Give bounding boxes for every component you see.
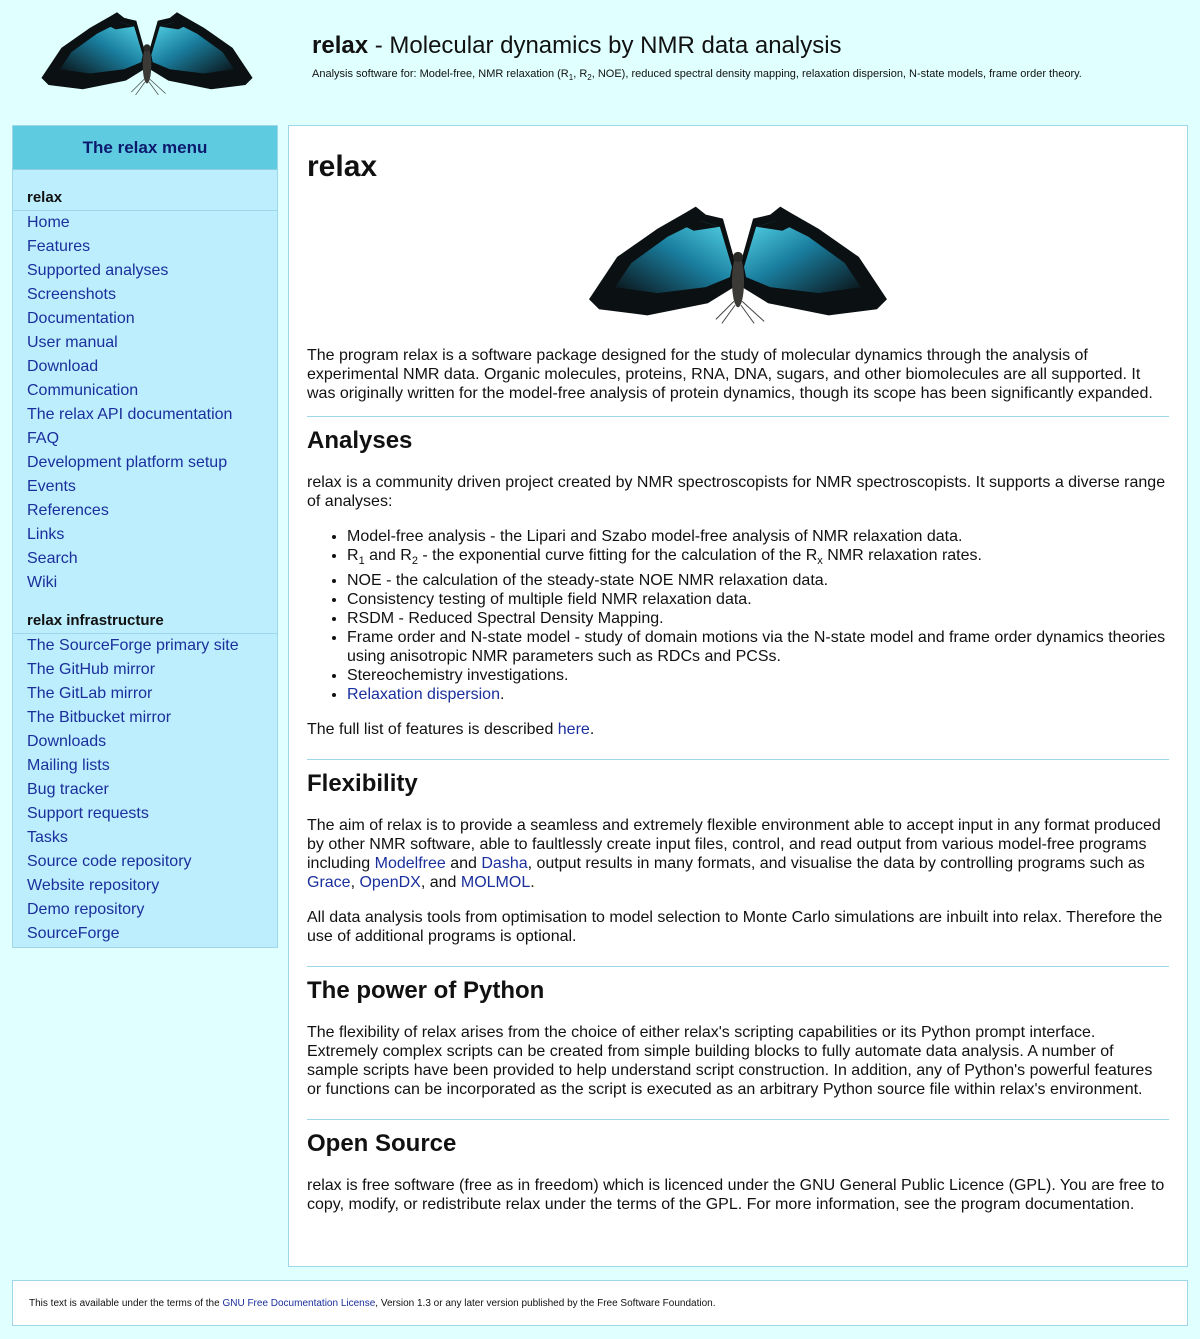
list-item: • NOE - the calculation of the steady-state NOE NMR relaxation data. <box>347 571 1169 590</box>
subtitle-sub-2: 2 <box>587 73 592 83</box>
text-fragment: . <box>589 721 595 739</box>
sidebar-item[interactable] <box>13 547 277 571</box>
sidebar-section-relax <box>13 188 277 595</box>
grace-link[interactable]: Grace <box>307 874 351 892</box>
sidebar-item-link[interactable]: Tasks <box>27 829 68 846</box>
open-source-paragraph: relax is free software (free as in freedom) which is licenced under the GNU General Public Licence (GPL). You are free to copy, modify, or redistribute relax under the terms of the GPL. For more information, see the program documentation. <box>307 1177 1165 1214</box>
page-footer <box>12 1280 1188 1326</box>
sidebar-item[interactable] <box>13 850 277 874</box>
sidebar-section-infrastructure <box>13 611 277 946</box>
footer-text: This text is available under the terms of the <box>29 1298 223 1309</box>
sidebar-item[interactable] <box>13 778 277 802</box>
sidebar-item[interactable] <box>13 754 277 778</box>
text-fragment: . <box>499 686 505 704</box>
section-heading-open-source: Open Source <box>307 1130 457 1158</box>
sidebar-item[interactable] <box>13 379 277 403</box>
sidebar-item[interactable] <box>13 898 277 922</box>
divider <box>307 1119 1169 1120</box>
dasha-link[interactable]: Dasha <box>481 855 528 873</box>
text-fragment: R <box>347 547 359 564</box>
sidebar-item[interactable] <box>13 658 277 682</box>
sidebar-item[interactable] <box>13 634 277 658</box>
text-fragment: , output results in many formats, and visualise the data by controlling programs such as <box>527 855 1145 873</box>
footer-text: , Version 1.3 or any later version published by the Free Software Foundation. <box>375 1298 716 1309</box>
sidebar-item-link[interactable]: Supported analyses <box>27 262 169 279</box>
sidebar-item-link[interactable]: Screenshots <box>27 286 116 303</box>
sidebar-item[interactable] <box>13 826 277 850</box>
divider <box>307 759 1169 760</box>
sidebar-item[interactable] <box>13 499 277 523</box>
molmol-link[interactable]: MOLMOL <box>460 874 531 892</box>
site-title-rest: - Molecular dynamics by NMR data analysis <box>368 32 842 59</box>
subtitle-text-b: , R <box>573 68 588 80</box>
intro-paragraph: The program relax is a software package designed for the study of molecular dynamics through the analysis of experimental NMR data. Organic molecules, proteins, RNA, DNA, sugars, and other biomolecules are all supported. It was originally written for the model-free analysis of protein dynamics, though its scope has been significantly expanded. <box>307 347 1153 402</box>
site-title-bold: relax <box>312 32 369 59</box>
sidebar-item[interactable] <box>13 235 277 259</box>
sidebar-item[interactable] <box>13 874 277 898</box>
divider <box>307 966 1169 967</box>
sidebar-item[interactable] <box>13 706 277 730</box>
sidebar-list <box>13 634 277 946</box>
relaxation-dispersion-link[interactable]: Relaxation dispersion <box>347 686 500 704</box>
flexibility-paragraph <box>307 816 1169 892</box>
sidebar-item-link[interactable]: Events <box>27 478 76 495</box>
subtitle-text-c: , NOE), reduced spectral density mapping, relaxation dispersion, N-state models, frame order theory. <box>591 68 1082 80</box>
sidebar-item[interactable] <box>13 802 277 826</box>
list-item: • Frame order and N-state model - study of domain motions via the N-state model and frame order dynamics theories using anisotropic NMR parameters such as RDCs and PCSs. <box>347 628 1169 666</box>
text-fragment: and R <box>364 547 412 564</box>
sidebar-item-link[interactable]: Development platform setup <box>27 454 228 471</box>
sidebar-item[interactable] <box>13 451 277 475</box>
section-heading-analyses: Analyses <box>307 427 413 454</box>
sidebar-item-link[interactable]: Wiki <box>27 574 58 591</box>
subtitle-text-a: Analysis software for: Model-free, NMR relaxation (R <box>312 68 569 80</box>
section-heading-python: The power of Python <box>307 977 545 1005</box>
text-fragment: . <box>530 874 535 892</box>
divider <box>307 416 1169 417</box>
sidebar-item[interactable] <box>13 427 277 451</box>
subscript: x <box>817 555 823 568</box>
site-header <box>0 0 1200 110</box>
sidebar-item-link[interactable]: Documentation <box>27 310 135 327</box>
sidebar-item-link[interactable]: SourceForge <box>27 925 120 942</box>
sidebar-item-link[interactable]: Mailing lists <box>27 757 110 774</box>
site-subtitle <box>312 68 1082 82</box>
modelfree-link[interactable]: Modelfree <box>374 855 446 873</box>
sidebar-heading: relax infrastructure <box>13 611 277 634</box>
sidebar-item-link[interactable]: Support requests <box>27 805 149 822</box>
list-item <box>347 685 1169 704</box>
python-paragraph: The flexibility of relax arises from the choice of either relax's scripting capabilities or its Python prompt interface. Extremely complex scripts can be created from simple building blocks to fully automate data analysis. A number of sample scripts have been provided to help understand script construction. In addition, any of Python's powerful features or functions can be incorporated as the script is executed as an arbitrary Python source file within relax's environment. <box>307 1024 1153 1099</box>
sidebar-item[interactable] <box>13 682 277 706</box>
sidebar-item-link[interactable]: Source code repository <box>27 853 192 870</box>
sidebar-item-link[interactable]: User manual <box>27 334 118 351</box>
sidebar-item[interactable] <box>13 355 277 379</box>
sidebar-item[interactable] <box>13 283 277 307</box>
sidebar-item[interactable] <box>13 922 277 946</box>
sidebar-item-link[interactable]: The GitHub mirror <box>27 661 156 678</box>
butterfly-logo-icon[interactable] <box>40 12 254 98</box>
sidebar-item-link[interactable]: Features <box>27 238 91 255</box>
text-fragment: , <box>350 874 360 892</box>
sidebar-item-link[interactable]: The SourceForge primary site <box>27 637 239 654</box>
sidebar-item-link[interactable]: Downloads <box>27 733 107 750</box>
section-heading-flexibility: Flexibility <box>307 770 418 798</box>
butterfly-logo-icon <box>587 206 889 328</box>
sidebar-item[interactable] <box>13 523 277 547</box>
analyses-list <box>307 527 1169 704</box>
sidebar-list <box>13 211 277 595</box>
sidebar-item[interactable] <box>13 571 277 595</box>
sidebar-item-link[interactable]: Links <box>27 526 65 543</box>
sidebar-item-link[interactable]: Bug tracker <box>27 781 109 798</box>
flexibility-paragraph-2: All data analysis tools from optimisation to model selection to Monte Carlo simulations are inbuilt into relax. Therefore the use of additional programs is optional. <box>307 909 1163 946</box>
gfdl-link[interactable]: GNU Free Documentation License <box>222 1298 376 1309</box>
sidebar-item-link[interactable]: References <box>27 502 109 519</box>
sidebar-item-link[interactable]: The GitLab mirror <box>27 685 153 702</box>
sidebar-title: The relax menu <box>13 126 277 170</box>
page-title: relax <box>307 150 378 183</box>
opendx-link[interactable]: OpenDX <box>359 874 421 892</box>
features-here-link[interactable]: here <box>557 721 590 739</box>
text-fragment: , and <box>420 874 461 892</box>
subscript: 1 <box>358 555 365 568</box>
site-title <box>312 32 842 60</box>
content-body <box>307 346 1169 1214</box>
sidebar-item-link[interactable]: Website repository <box>27 877 160 894</box>
sidebar-item-link[interactable]: Communication <box>27 382 139 399</box>
list-item: • Consistency testing of multiple field NMR relaxation data. <box>347 590 1169 609</box>
sidebar-item[interactable] <box>13 259 277 283</box>
sidebar-item[interactable] <box>13 211 277 235</box>
list-item: • Stereochemistry investigations. <box>347 666 1169 685</box>
text-fragment: and <box>445 855 482 873</box>
text-fragment: NMR relaxation rates. <box>822 547 982 564</box>
list-item <box>347 546 1169 571</box>
list-item: • RSDM - Reduced Spectral Density Mapping. <box>347 609 1169 628</box>
text-fragment: The full list of features is described <box>307 721 558 739</box>
text-fragment: The aim of relax is to provide a seamless and extremely flexible environment able to accept input in any format produced by other NMR software, able to faultlessly create input files, control, and read output from various model-free programs including <box>307 817 1161 873</box>
sidebar-item-link[interactable]: Download <box>27 358 99 375</box>
sidebar-heading: relax <box>13 188 277 211</box>
sidebar-item-link[interactable]: FAQ <box>27 430 60 447</box>
sidebar-item-link[interactable]: Home <box>27 214 70 231</box>
text-fragment: - the exponential curve fitting for the calculation of the R <box>417 547 818 564</box>
sidebar-item-link[interactable]: The Bitbucket mirror <box>27 709 172 726</box>
sidebar-item[interactable] <box>13 331 277 355</box>
list-item: • Model-free analysis - the Lipari and Szabo model-free analysis of NMR relaxation data. <box>347 527 1169 546</box>
subtitle-sub-1: 1 <box>568 73 574 83</box>
features-paragraph <box>307 720 1169 739</box>
sidebar-item-link[interactable]: Demo repository <box>27 901 145 918</box>
sidebar-item[interactable] <box>13 403 277 427</box>
sidebar-item-link[interactable]: The relax API documentation <box>27 406 233 423</box>
sidebar-item[interactable] <box>13 475 277 499</box>
sidebar-item[interactable] <box>13 307 277 331</box>
main-content <box>288 125 1188 1267</box>
sidebar-item-link[interactable]: Search <box>27 550 78 567</box>
sidebar-item[interactable] <box>13 730 277 754</box>
analyses-intro: relax is a community driven project created by NMR spectroscopists for NMR spectroscopists. It supports a diverse range of analyses: <box>307 474 1166 510</box>
sidebar-menu <box>12 125 278 948</box>
subscript: 2 <box>411 555 418 568</box>
